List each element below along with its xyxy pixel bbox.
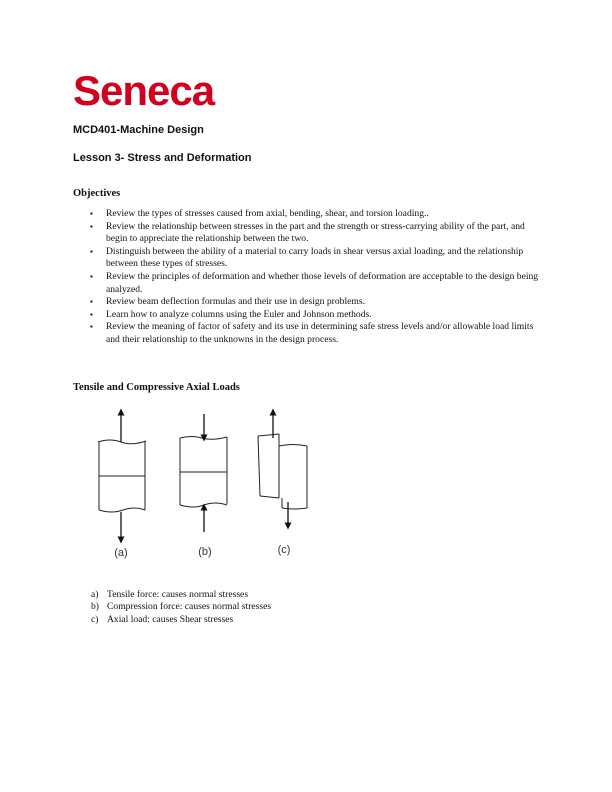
objective-item: ▪ Review the principles of deformation and whether those levels of deformation are acceptable to the design being analyzed. (73, 271, 543, 296)
compression-bar-diagram (180, 414, 227, 532)
shear-bar-diagram (258, 412, 307, 526)
figure-captions (91, 589, 271, 626)
objectives-list (73, 208, 543, 347)
objectives-heading: Objectives (73, 188, 121, 199)
caption-letter: c) (91, 613, 99, 625)
tensile-bar-diagram (98, 412, 146, 540)
axial-load-figure (88, 408, 328, 568)
objective-item: ▪ Review the types of stresses caused from axial, bending, shear, and torsion loading.. (73, 208, 543, 221)
section-heading: Tensile and Compressive Axial Loads (73, 382, 240, 393)
course-title: MCD401-Machine Design (73, 124, 204, 136)
objective-item: ▪ Review the relationship between stresses in the part and the strength or stress-carrying ability of the part, and begin to appreciate the relationship between the two. (73, 221, 543, 246)
caption-item (91, 614, 271, 626)
caption-item (91, 589, 271, 601)
figure-label-c: (c) (277, 544, 291, 556)
figure-label-b: (b) (198, 546, 212, 558)
lesson-title: Lesson 3- Stress and Deformation (73, 152, 252, 164)
caption-letter: a) (91, 589, 99, 600)
objective-item: ▪ Review beam deflection formulas and their use in design problems. (73, 296, 543, 309)
caption-text: Tensile force: causes normal stresses (107, 589, 249, 600)
caption-item (91, 601, 271, 613)
objective-item: ▪ Distinguish between the ability of a material to carry loads in shear versus axial loading, and the relationship between these types of stresses. (73, 246, 543, 271)
objective-item: ▪ Review the meaning of factor of safety and its use in determining safe stress levels and/or allowable load limits and their relationship to the unknowns in the design process. (73, 321, 543, 346)
objective-item: ▪ Learn how to analyze columns using the Euler and Johnson methods. (73, 309, 543, 322)
caption-letter: b) (91, 601, 99, 613)
caption-text: Axial load: causes Shear stresses (107, 613, 234, 625)
caption-text: Compression force: causes normal stresses (107, 601, 272, 613)
figure-label-a: (a) (114, 547, 128, 559)
seneca-logo: Seneca (73, 67, 215, 114)
